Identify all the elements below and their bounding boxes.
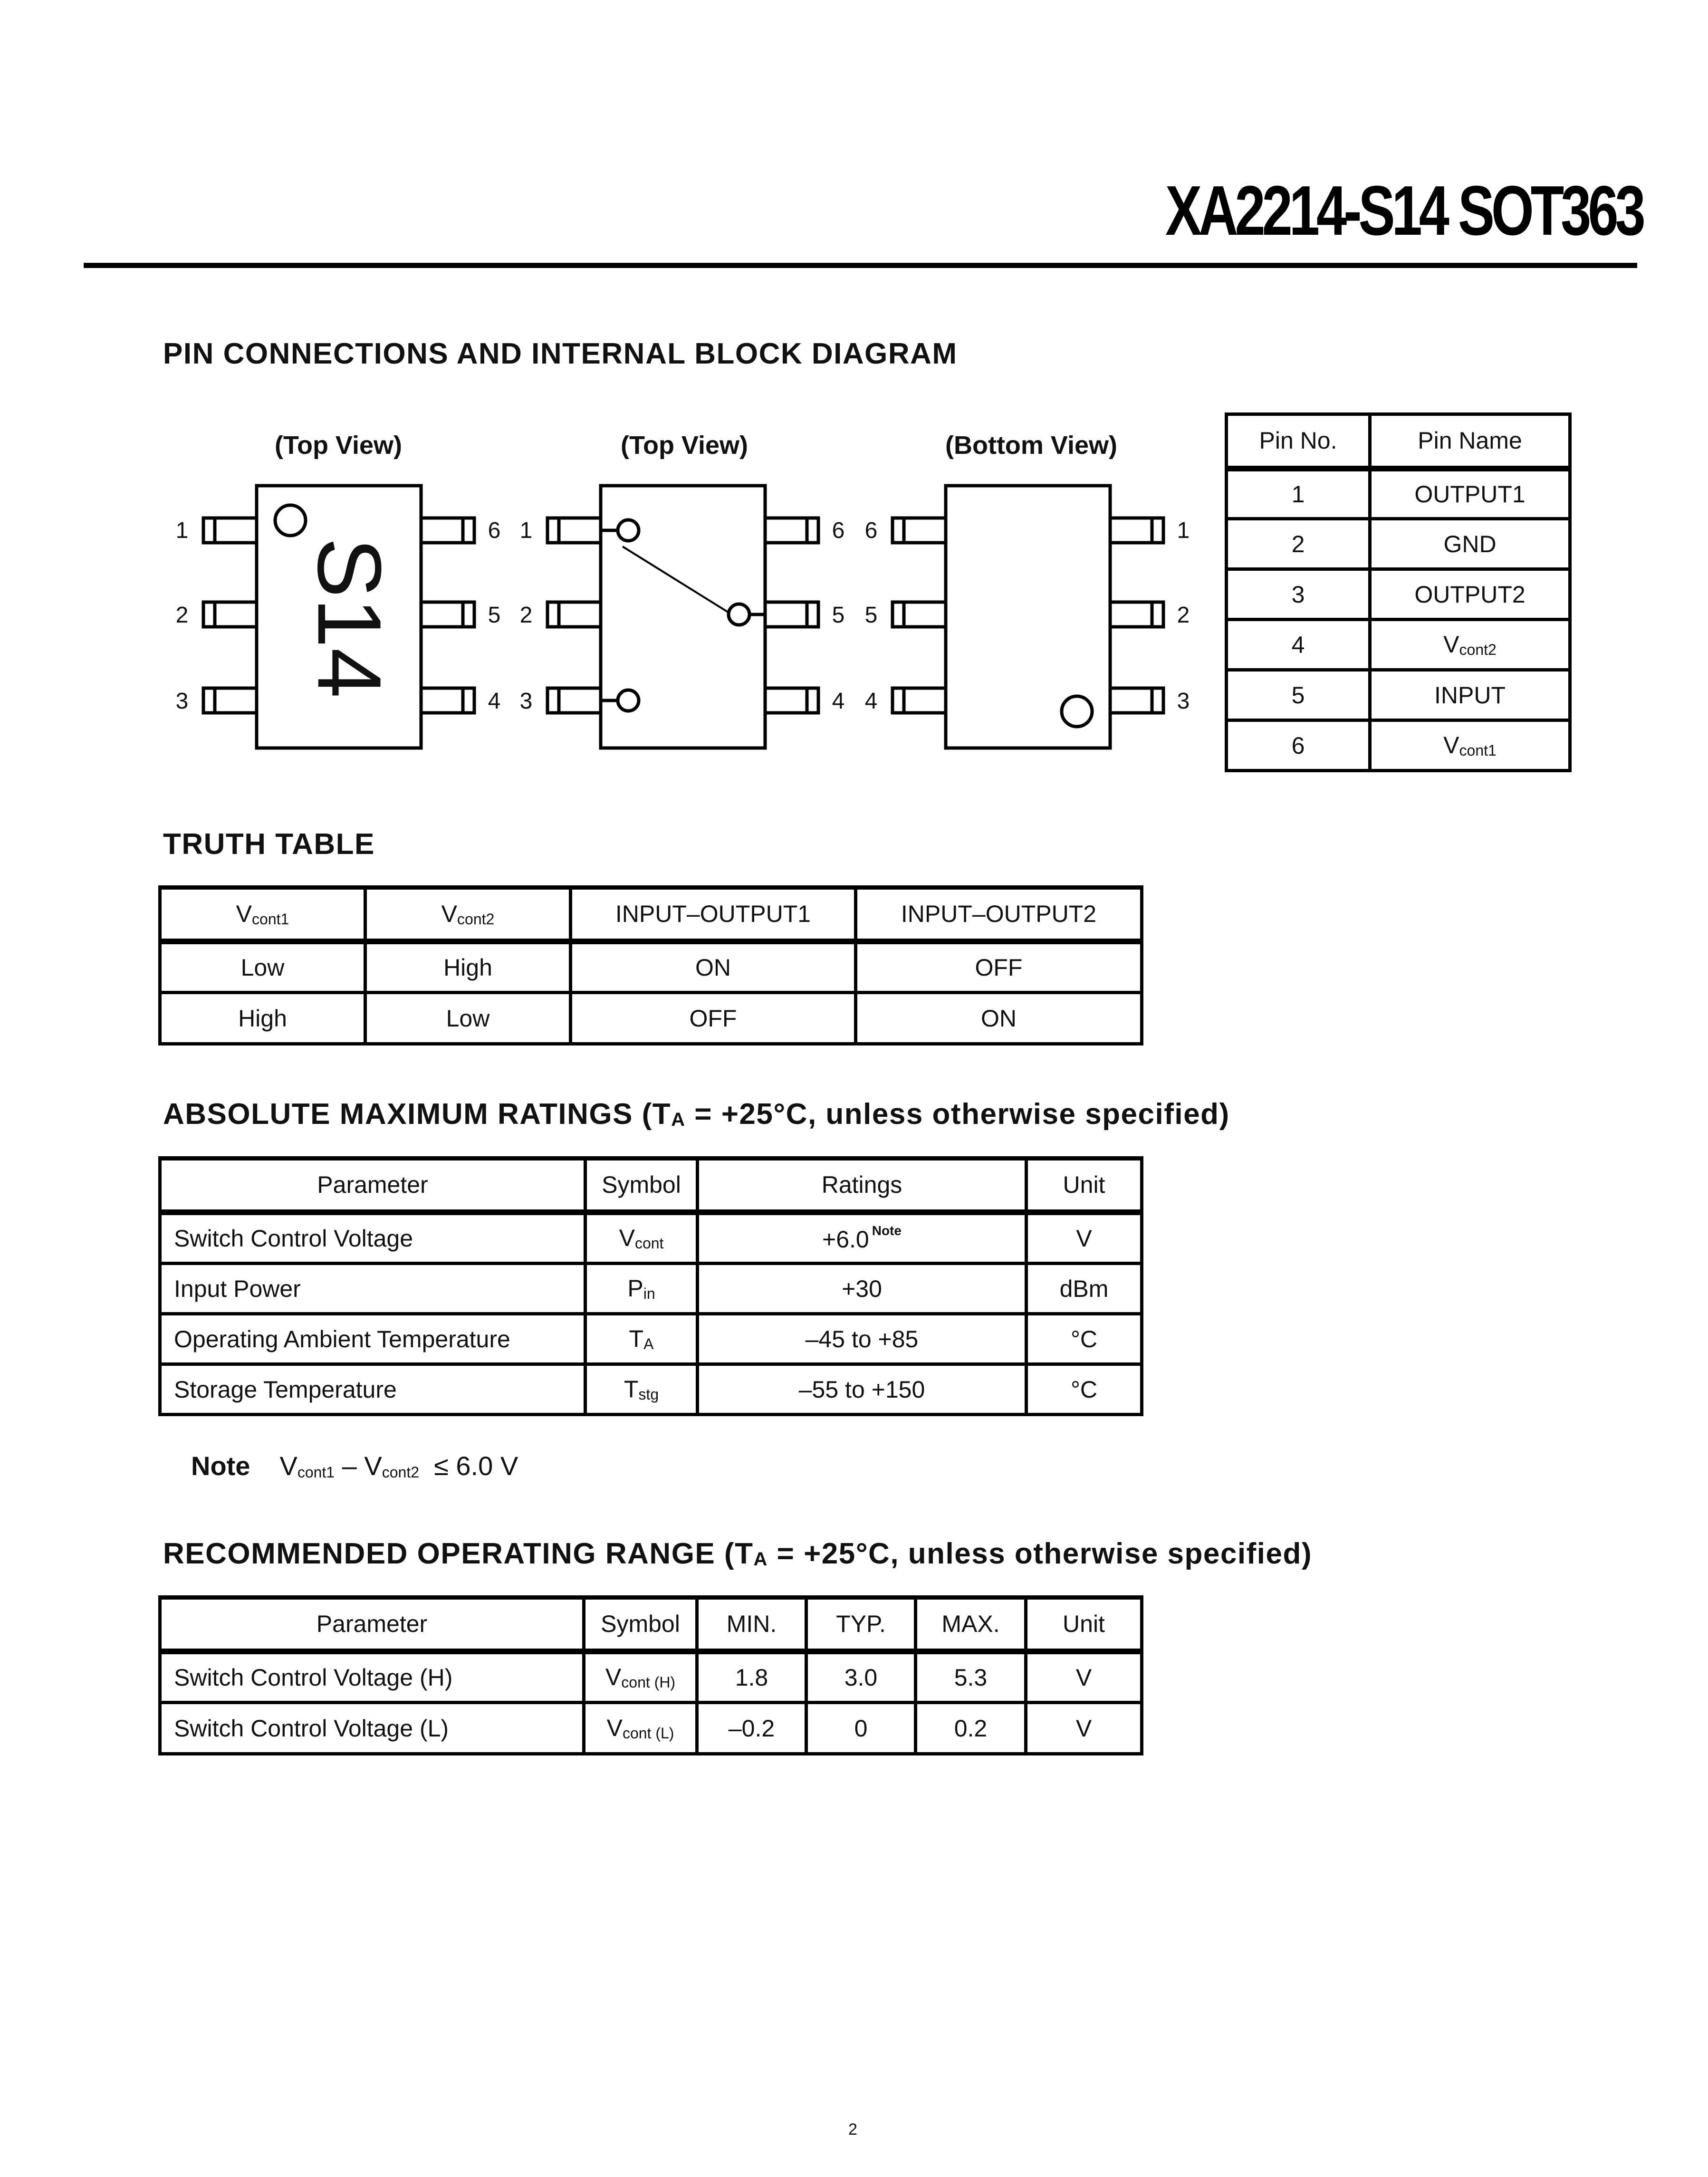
abs-header-unit: Unit [1027, 1159, 1142, 1212]
abs-unit: dBm [1027, 1264, 1142, 1314]
pin-name: OUTPUT1 [1370, 469, 1570, 519]
pin-name-header: Pin Name [1370, 414, 1570, 469]
rec-min: 1.8 [697, 1651, 806, 1703]
pin-name: $V_{cont1}$ [1370, 720, 1570, 771]
pin-no: 1 [1227, 469, 1370, 519]
pin-label: 2 [519, 603, 533, 628]
abs-symbol: $T_A$ [585, 1314, 698, 1364]
pin-name: $V_{cont2}$ [1370, 620, 1570, 670]
pin-label: 3 [175, 689, 189, 714]
ratings-note: Note $V_{cont1} - V_{cont2} \le 6.0$ V [191, 1451, 518, 1481]
rec-min: –0.2 [697, 1703, 806, 1754]
abs-rating: +6.0 $^{Note}$ [698, 1212, 1027, 1264]
truth-cell: High [160, 993, 365, 1044]
pin-name: GND [1370, 519, 1570, 569]
pin-label: 3 [519, 689, 533, 714]
truth-cell: Low [365, 993, 571, 1044]
pin-no: 4 [1227, 620, 1370, 670]
package-top-view-internal [547, 486, 818, 748]
rec-max: 5.3 [916, 1651, 1026, 1703]
pin-label: 4 [832, 689, 845, 714]
abs-symbol: $P_{in}$ [585, 1264, 698, 1314]
truth-header-output1: INPUT–OUTPUT1 [571, 888, 856, 941]
rec-param: Switch Control Voltage (L) [160, 1703, 584, 1754]
pin-no: 5 [1227, 670, 1370, 720]
abs-symbol: $V_{cont}$ [585, 1212, 698, 1264]
abs-unit: °C [1027, 1314, 1142, 1364]
pin-label: 5 [488, 603, 501, 628]
rec-op-table [158, 1595, 1143, 1755]
pin-label: 2 [1177, 603, 1190, 628]
truth-header-vcont2: $V_{cont2}$ [365, 888, 571, 941]
truth-cell: High [365, 941, 571, 993]
rec-header-min: MIN. [697, 1598, 806, 1651]
pin-no: 2 [1227, 519, 1370, 569]
abs-max-table [158, 1156, 1143, 1416]
abs-unit: °C [1027, 1364, 1142, 1415]
truth-header-output2: INPUT–OUTPUT2 [856, 888, 1142, 941]
pin-label: 6 [864, 518, 878, 543]
page-number: 2 [848, 2120, 857, 2139]
rec-unit: V [1026, 1703, 1142, 1754]
rec-op-heading: RECOMMENDED OPERATING RANGE ($T_A = +25^\circ C$, unless otherwise specified) [163, 1537, 1312, 1570]
rec-header-typ: TYP. [806, 1598, 916, 1651]
abs-rating: –55 to +150 [698, 1364, 1027, 1415]
truth-table-heading: TRUTH TABLE [163, 828, 375, 861]
abs-rating: +30 [698, 1264, 1027, 1314]
package-bottom-view [892, 486, 1163, 748]
package-marking: S14 [298, 537, 400, 699]
abs-header-symbol: Symbol [585, 1159, 698, 1212]
truth-table [158, 885, 1143, 1045]
package-diagrams [0, 0, 1217, 779]
rec-header-parameter: Parameter [160, 1598, 584, 1651]
pin-label: 6 [832, 518, 845, 543]
pin-connections-heading: PIN CONNECTIONS AND INTERNAL BLOCK DIAGRAM [163, 337, 958, 370]
pin-name: INPUT [1370, 670, 1570, 720]
rec-header-max: MAX. [916, 1598, 1026, 1651]
rec-max: 0.2 [916, 1703, 1026, 1754]
abs-rating: –45 to +85 [698, 1314, 1027, 1364]
abs-max-heading: ABSOLUTE MAXIMUM RATINGS ($T_A = +25^\circ C$, unless otherwise specified) [163, 1098, 1230, 1131]
abs-symbol: $T_{stg}$ [585, 1364, 698, 1415]
pin-label: 3 [1177, 689, 1190, 714]
pin-label: 1 [519, 518, 533, 543]
rec-typ: 3.0 [806, 1651, 916, 1703]
pin-label: 4 [488, 689, 501, 714]
rec-header-symbol: Symbol [584, 1598, 697, 1651]
view-label-1: (Top View) [275, 431, 402, 460]
abs-header-ratings: Ratings [698, 1159, 1027, 1212]
truth-cell: ON [856, 993, 1142, 1044]
view-label-2: (Top View) [621, 431, 748, 460]
pin-label: 6 [488, 518, 501, 543]
rec-symbol: $V_{cont (H)}$ [584, 1651, 697, 1703]
truth-cell: Low [160, 941, 365, 993]
truth-header-vcont1: $V_{cont1}$ [160, 888, 365, 941]
rec-symbol: $V_{cont (L)}$ [584, 1703, 697, 1754]
truth-cell: OFF [571, 993, 856, 1044]
pin-label: 4 [864, 689, 878, 714]
pin-label: 2 [175, 603, 189, 628]
rec-header-unit: Unit [1026, 1598, 1142, 1651]
pin-no-header: Pin No. [1227, 414, 1370, 469]
abs-unit: V [1027, 1212, 1142, 1264]
truth-cell: ON [571, 941, 856, 993]
pin-label: 1 [1177, 518, 1190, 543]
abs-param: Operating Ambient Temperature [160, 1314, 585, 1364]
rec-param: Switch Control Voltage (H) [160, 1651, 584, 1703]
rec-typ: 0 [806, 1703, 916, 1754]
pin-label: 1 [175, 518, 189, 543]
abs-header-parameter: Parameter [160, 1159, 585, 1212]
pin-no: 6 [1227, 720, 1370, 771]
abs-param: Storage Temperature [160, 1364, 585, 1415]
pin-name-table [1225, 412, 1572, 772]
pin-label: 5 [832, 603, 845, 628]
pin-no: 3 [1227, 569, 1370, 620]
view-label-3: (Bottom View) [945, 431, 1117, 460]
pin-name: OUTPUT2 [1370, 569, 1570, 620]
pin-label: 5 [864, 603, 878, 628]
abs-param: Switch Control Voltage [160, 1212, 585, 1264]
abs-param: Input Power [160, 1264, 585, 1314]
truth-cell: OFF [856, 941, 1142, 993]
document-title: XA2214-S14 SOT363 [1165, 172, 1642, 250]
rec-unit: V [1026, 1651, 1142, 1703]
